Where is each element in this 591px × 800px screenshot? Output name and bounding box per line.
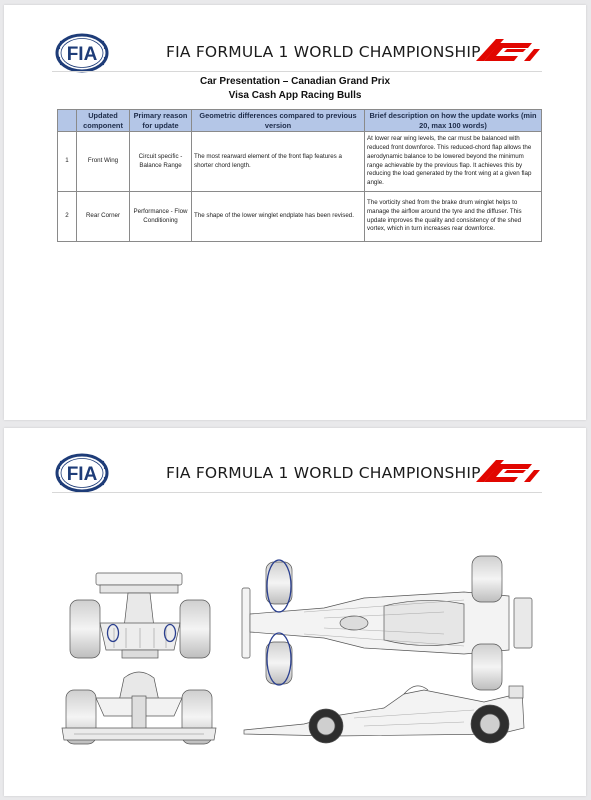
row-component: Rear Corner [77, 192, 130, 242]
f1-logo [474, 39, 540, 61]
row-component: Front Wing [77, 132, 130, 192]
header-cell-geometry: Geometric differences compared to previous version [192, 110, 365, 132]
fia-logo-text: FIA [66, 44, 98, 65]
rear-view-drawing [70, 573, 210, 658]
header-cell-number [58, 110, 77, 132]
row-description: The vorticity shed from the brake drum winglet helps to manage the airflow around the tyre and the diffuser. This update improves the quality and consistency of the shed vortex, which in turn increases rear downforce. [365, 192, 542, 242]
table-row [58, 192, 542, 242]
front-view-drawing [62, 672, 216, 744]
update-table [57, 109, 542, 242]
row-geometry: The most rearward element of the front flap features a shorter chord length. [192, 132, 365, 192]
top-view-drawing [242, 556, 532, 690]
header-title: FIA FORMULA 1 WORLD CHAMPIONSHIP [166, 43, 481, 61]
car-drawings [4, 428, 586, 796]
header-cell-description: Brief description on how the update works (min 20, max 100 words) [365, 110, 542, 132]
page-header [4, 5, 586, 75]
table-header-row [58, 110, 542, 132]
document-page-2 [4, 428, 586, 796]
side-view-drawing [244, 686, 524, 743]
document-title: Car Presentation – Canadian Grand Prix [199, 76, 391, 87]
row-number: 1 [58, 132, 77, 192]
row-number: 2 [58, 192, 77, 242]
row-reason: Performance - Flow Conditioning [130, 192, 192, 242]
table-row [58, 132, 542, 192]
fia-logo [54, 33, 110, 73]
header-title: FIA FORMULA 1 WORLD CHAMPIONSHIP [166, 464, 481, 482]
row-reason: Circuit specific - Balance Range [130, 132, 192, 192]
row-description: At lower rear wing levels, the car must be balanced with reduced front downforce. This reduced-chord flap allows the aerodynamic balance to be lowered beyond the minimum range achievable by the previous flap. It achieves this by reducing the load generated by the front wing at a given flap angle. [365, 132, 542, 192]
row-geometry: The shape of the lower winglet endplate has been revised. [192, 192, 365, 242]
document-subtitle: Visa Cash App Racing Bulls [228, 90, 362, 101]
header-cell-component: Updated component [77, 110, 130, 132]
header-divider [52, 71, 542, 72]
document-page-1 [4, 5, 586, 420]
fia-logo-text: FIA [66, 464, 98, 485]
header-cell-reason: Primary reason for update [130, 110, 192, 132]
